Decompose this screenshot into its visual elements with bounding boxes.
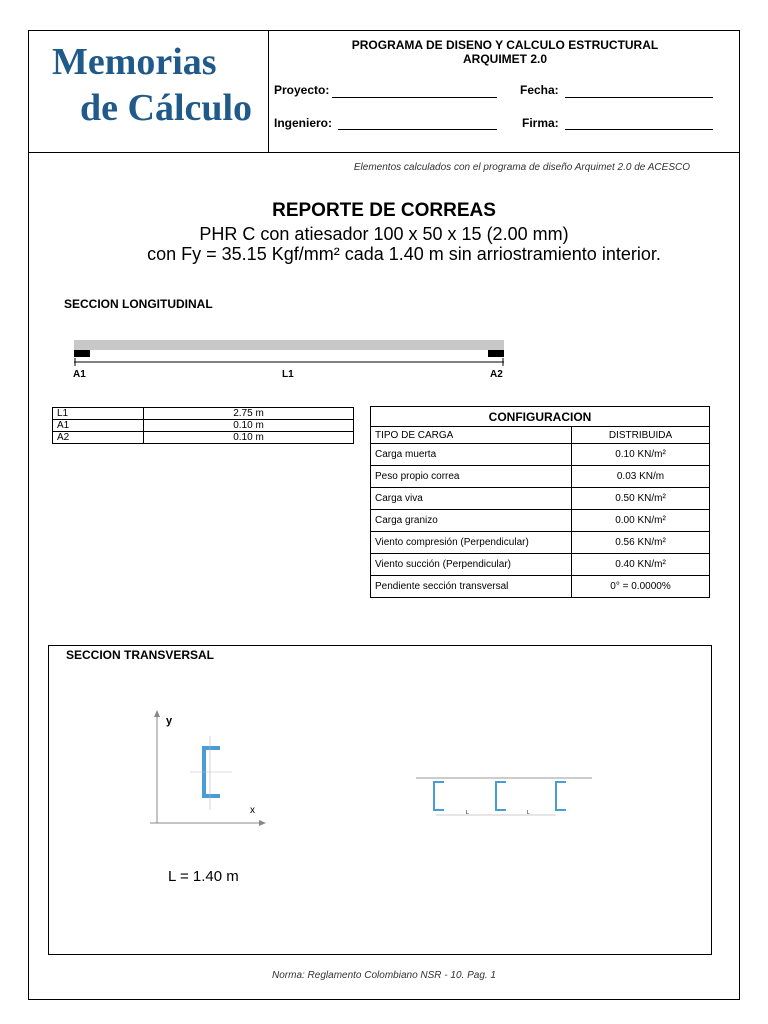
purlin-3 (556, 782, 566, 810)
table-row (371, 554, 710, 576)
dim-value: 2.75 m (144, 408, 354, 420)
program-title (272, 38, 738, 66)
support-a2 (488, 350, 504, 357)
program-credit: Elementos calculados con el programa de diseño Arquimet 2.0 de ACESCO (353, 162, 690, 173)
table-header-row (371, 427, 710, 444)
program-title-line-2: ARQUIMET 2.0 (462, 52, 547, 66)
purlin-spacing-value: L = 1.40 m (168, 868, 239, 885)
table-row (53, 432, 354, 444)
purlin-layout-diagram (414, 768, 594, 820)
dim-name: A1 (53, 420, 144, 432)
logo-line-2: de Cálculo (80, 87, 253, 129)
report-title: REPORTE DE CORREAS (272, 200, 496, 221)
beam-bar (74, 340, 504, 350)
x-axis-label: x (250, 805, 255, 816)
load-value: 0.56 KN/m² (572, 532, 710, 554)
firma-label: Firma: (522, 116, 559, 130)
longitudinal-heading: SECCION LONGITUDINAL (64, 297, 213, 311)
load-label: Viento succión (Perpendicular) (371, 554, 572, 576)
load-value: 0.40 KN/m² (572, 554, 710, 576)
load-label: Viento compresión (Perpendicular) (371, 532, 572, 554)
support-a1 (74, 350, 90, 357)
page-footer: Norma: Reglamento Colombiano NSR - 10. Pag. 1 (272, 970, 496, 981)
table-row (53, 408, 354, 420)
longitudinal-diagram (60, 334, 530, 370)
load-label: Peso propio correa (371, 466, 572, 488)
span-label-l1: L1 (282, 369, 294, 380)
proyecto-field-line (332, 97, 497, 98)
dim-value: 0.10 m (144, 420, 354, 432)
support-label-a2: A2 (490, 369, 503, 380)
table-row (371, 510, 710, 532)
load-value: 0.00 KN/m² (572, 510, 710, 532)
load-label: Carga muerta (371, 444, 572, 466)
dim-name: A2 (53, 432, 144, 444)
fecha-label: Fecha: (520, 83, 559, 97)
column-header-distributed: DISTRIBUIDA (572, 427, 710, 444)
y-axis-arrow (154, 710, 160, 717)
y-axis-label: y (166, 715, 173, 727)
purlin-1 (434, 782, 444, 810)
load-value: 0.50 KN/m² (572, 488, 710, 510)
load-value: 0° = 0.0000% (572, 576, 710, 598)
load-value: 0.10 KN/m² (572, 444, 710, 466)
dimensions-table (52, 407, 354, 444)
program-title-line-1: PROGRAMA DE DISENO Y CALCULO ESTRUCTURAL (351, 38, 659, 52)
firma-field-line (565, 129, 713, 130)
load-label: Carga granizo (371, 510, 572, 532)
configuration-table (370, 406, 710, 598)
configuration-heading: CONFIGURACION (371, 407, 710, 427)
support-label-a1: A1 (73, 369, 86, 380)
ingeniero-label: Ingeniero: (274, 116, 333, 130)
purlin-2 (496, 782, 506, 810)
header-bottom-rule (28, 152, 740, 153)
logo-line-1: Memorias (52, 41, 217, 83)
section-profile-diagram (140, 708, 280, 838)
table-row (53, 420, 354, 432)
fecha-field-line (565, 97, 713, 98)
column-header-load-type: TIPO DE CARGA (371, 427, 572, 444)
table-row (371, 466, 710, 488)
header-divider (268, 30, 269, 152)
load-value: 0.03 KN/m (572, 466, 710, 488)
report-subtitle-1: PHR C con atiesador 100 x 50 x 15 (2.00 mm) (199, 224, 569, 244)
dim-name: L1 (53, 408, 144, 420)
load-label: Carga viva (371, 488, 572, 510)
transversal-heading: SECCION TRANSVERSAL (66, 648, 215, 662)
x-axis-arrow (259, 820, 266, 826)
load-label: Pendiente sección transversal (371, 576, 572, 598)
table-row (371, 488, 710, 510)
table-row (371, 532, 710, 554)
spacing-label-1: L (466, 810, 469, 816)
proyecto-label: Proyecto: (274, 83, 330, 97)
table-row (371, 444, 710, 466)
dim-value: 0.10 m (144, 432, 354, 444)
table-row (371, 576, 710, 598)
spacing-label-2: L (527, 810, 530, 816)
report-subtitle-2: con Fy = 35.15 Kgf/mm² cada 1.40 m sin arriostramiento interior. (147, 244, 661, 264)
ingeniero-field-line (338, 129, 497, 130)
